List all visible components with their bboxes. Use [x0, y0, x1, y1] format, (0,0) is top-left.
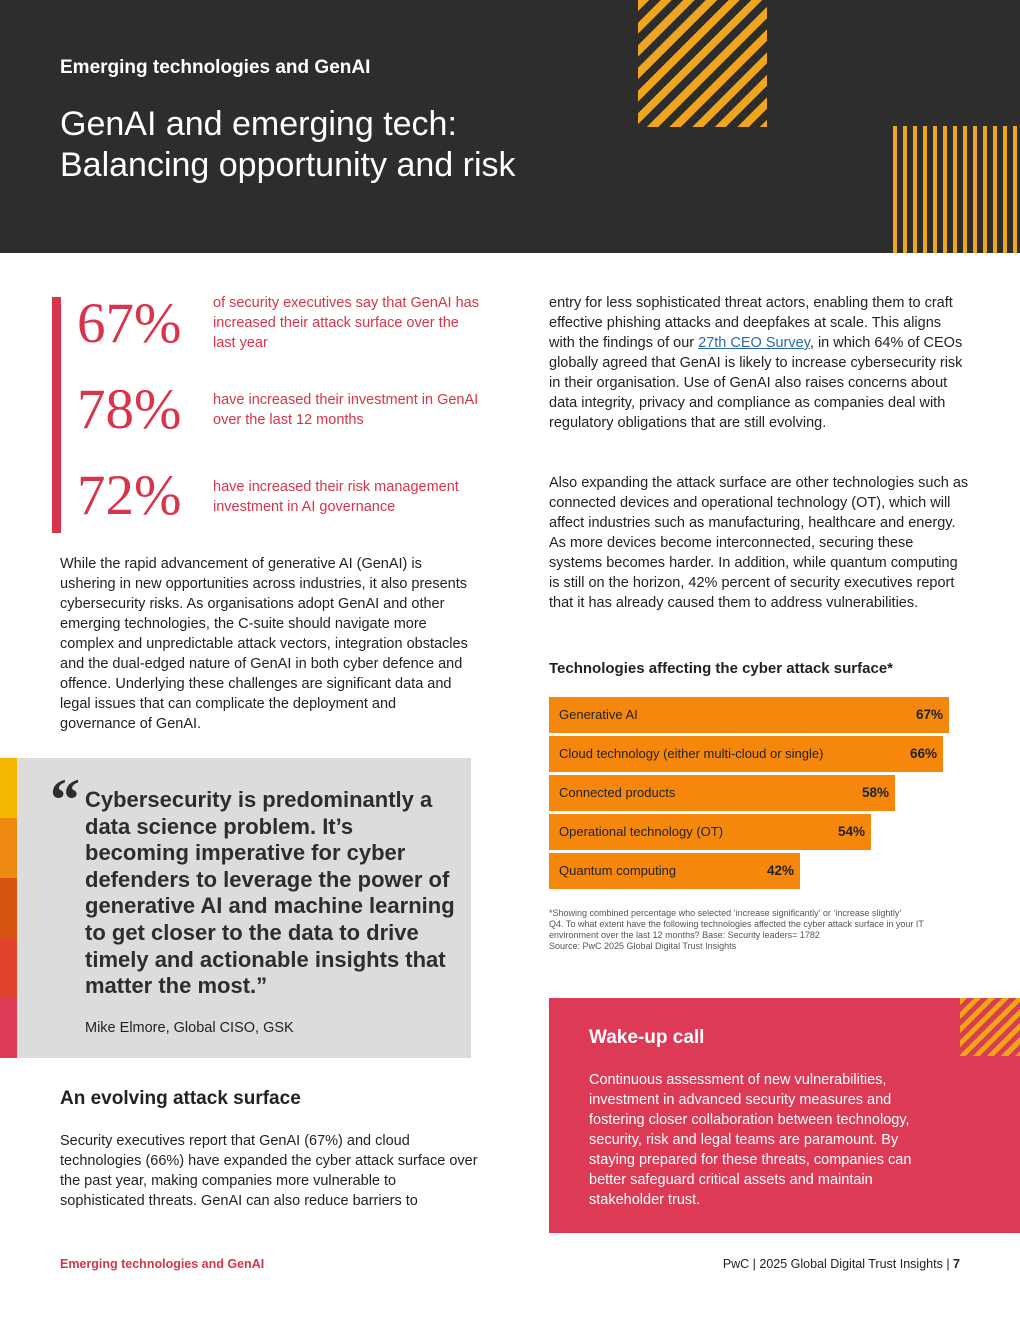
intro-paragraph: While the rapid advancement of generative AI (GenAI) is ushering in new opportunities across industries, it also presents cybersecurity risks. As organisations adopt GenAI and other emerging technologies, the C-suite should navigate more complex and unpredictable attack vectors, integration obstacles and the dual-edged nature of GenAI in both cyber defence and offence. Underlying these challenges are significant data and legal issues that can complicate the deployment and governance of GenAI.	[60, 556, 468, 732]
footer-section-label: Emerging technologies and GenAI	[60, 1257, 265, 1271]
footer-publication	[723, 1257, 960, 1271]
quote-color-strip	[0, 998, 17, 1058]
right-paragraph-1-text-cont: , in which 64% of CEOs globally agreed that GenAI is likely to increase cybersecurity risk in their organisation. Use of GenAI also raises concerns about data integrity, privacy and compliance as companies deal with regulatory obligations that are still evolving.	[549, 335, 963, 431]
page-title-line2: Balancing opportunity and risk	[60, 146, 516, 184]
chart-bar-value: 54%	[837, 824, 865, 839]
footer-separator: |	[946, 1257, 950, 1271]
callout-text: Continuous assessment of new vulnerabilities, investment in advanced security measures and fostering closer collaboration between technology, security, risk and legal teams are paramount. By staying prepared for these threats, companies can better safeguard critical assets and maintain stakeholder trust.	[589, 1072, 912, 1208]
stat-description: have increased their investment in GenAI over the last 12 months	[213, 392, 479, 428]
chart-notes	[549, 908, 969, 952]
chart-bar-label: Operational technology (OT)	[559, 824, 724, 839]
stat-description: have increased their risk management investment in AI governance	[213, 479, 459, 515]
chart-bar-value: 42%	[766, 863, 794, 878]
chart-note: Q4. To what extent have the following technologies affected the cyber attack surface in your IT environment over the last 12 months? Base: Security leaders= 1782	[549, 919, 924, 940]
right-paragraph-2: Also expanding the attack surface are other technologies such as connected devices and operational technology (OT), which will affect industries such as manufacturing, healthcare and energy. As more devices become interconnected, securing these systems becomes harder. In addition, while quantum computing is still on the horizon, 42% percent of security executives report that it has already caused them to address vulnerabilities.	[549, 475, 969, 611]
chart-bar-label: Cloud technology (either multi-cloud or single)	[559, 746, 824, 761]
chart-title: Technologies affecting the cyber attack surface*	[549, 660, 893, 677]
decorative-diagonal-stripes	[638, 0, 767, 127]
chart-bar-label: Connected products	[559, 785, 676, 800]
page-title-line1: GenAI and emerging tech:	[60, 105, 457, 143]
decorative-diagonal-stripes	[960, 998, 1020, 1056]
chart-bar-label: Quantum computing	[559, 863, 677, 878]
chart-bar-label: Generative AI	[559, 707, 638, 722]
quote-mark-icon: “	[50, 767, 80, 833]
chart-bar-value: 67%	[915, 707, 943, 722]
chart-bar-value: 66%	[909, 746, 937, 761]
footer-publication-title: PwC | 2025 Global Digital Trust Insights	[722, 1257, 943, 1271]
section-heading: An evolving attack surface	[60, 1088, 301, 1109]
decorative-vertical-stripes	[893, 126, 1020, 253]
ceo-survey-link[interactable]: 27th CEO Survey	[698, 335, 810, 351]
stat-description: of security executives say that GenAI has increased their attack surface over the last year	[213, 295, 479, 351]
stat-value: 67%	[77, 292, 182, 355]
chart-bar-value: 58%	[861, 785, 889, 800]
right-paragraph-1	[549, 293, 969, 433]
stat-value: 78%	[77, 378, 182, 441]
quote-color-strip	[0, 938, 17, 998]
callout-heading: Wake-up call	[589, 1027, 705, 1048]
stat-value: 72%	[77, 464, 182, 527]
chart-source: Source: PwC 2025 Global Digital Trust Insights	[549, 941, 737, 951]
quote-color-strip	[0, 818, 17, 878]
bar-chart	[549, 697, 969, 897]
section-paragraph: Security executives report that GenAI (67%) and cloud technologies (66%) have expanded the cyber attack surface over the past year, making companies more vulnerable to sophisticated threats. GenAI can also reduce barriers to	[60, 1133, 478, 1209]
quote-text: Cybersecurity is predominantly a data science problem. It’s becoming imperative for cyber defenders to leverage the power of generative AI and machine learning to get closer to the data to drive timely and actionable insights that matter the most.”	[85, 787, 455, 999]
quote-color-strip	[0, 758, 17, 818]
quote-color-strip	[0, 878, 17, 938]
right-paragraph-1-text: entry for less sophisticated threat actors, enabling them to craft effective phishing attacks and deepfakes at scale. This aligns with the findings of our	[549, 295, 953, 351]
section-eyebrow: Emerging technologies and GenAI	[60, 57, 371, 78]
page-number: 7	[953, 1257, 960, 1271]
quote-attribution: Mike Elmore, Global CISO, GSK	[85, 1020, 294, 1036]
chart-note: *Showing combined percentage who selected ‘increase significantly’ or ‘increase slightly’	[549, 908, 902, 918]
stats-accent-bar	[52, 297, 61, 533]
page-title	[60, 104, 516, 186]
